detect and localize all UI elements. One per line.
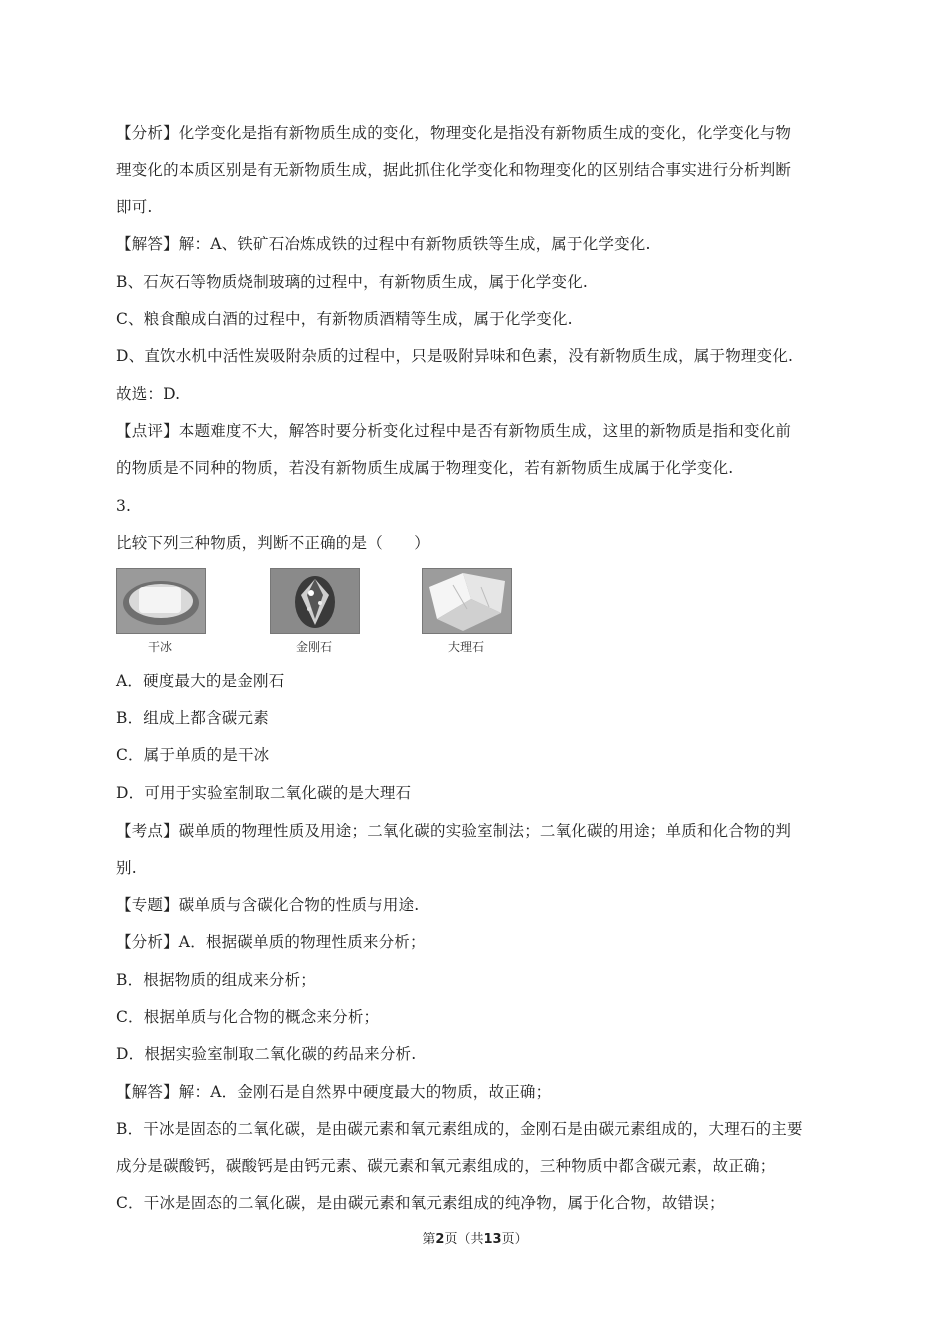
text-line: 即可.: [116, 198, 153, 216]
text-line: 【解答】解：A．金刚石是自然界中硬度最大的物质，故正确；: [116, 1083, 552, 1101]
marble-image: [422, 568, 512, 634]
page-footer: [0, 1228, 950, 1247]
material-figures: [116, 566, 516, 658]
text-line: B．干冰是固态的二氧化碳，是由碳元素和氧元素组成的，金刚石是由碳元素组成的，大理石的主要: [116, 1120, 803, 1138]
option-b: B．组成上都含碳元素: [116, 709, 269, 727]
text-line: C、粮食酿成白酒的过程中，有新物质酒精等生成，属于化学变化.: [116, 310, 573, 328]
footer-total-pages: 13: [483, 1232, 502, 1247]
text-line: 【分析】A．根据碳单质的物理性质来分析；: [116, 933, 426, 951]
text-line: D．根据实验室制取二氧化碳的药品来分析.: [116, 1045, 417, 1063]
footer-prefix: 第: [422, 1232, 436, 1247]
text-line: C．干冰是固态的二氧化碳，是由碳元素和氧元素组成的纯净物，属于化合物，故错误；: [116, 1194, 725, 1212]
figure-caption: 干冰: [147, 640, 172, 654]
footer-mid: 页（共: [444, 1232, 484, 1247]
text-line: 【分析】化学变化是指有新物质生成的变化，物理变化是指没有新物质生成的变化，化学变化与物: [116, 124, 792, 142]
text-line: 【点评】本题难度不大，解答时要分析变化过程中是否有新物质生成，这里的新物质是指和变化前: [116, 422, 792, 440]
text-line: 别.: [116, 859, 137, 877]
figure-caption: 大理石: [447, 640, 484, 654]
question-stem: 比较下列三种物质，判断不正确的是（ ）: [116, 534, 431, 552]
text-line: 【专题】碳单质与含碳化合物的性质与用途.: [116, 896, 420, 914]
text-line: 成分是碳酸钙，碳酸钙是由钙元素、碳元素和氧元素组成的，三种物质中都含碳元素，故正确；: [116, 1157, 776, 1175]
figure-dry-ice: [116, 566, 206, 656]
text-line: B．根据物质的组成来分析；: [116, 971, 316, 989]
option-d: D．可用于实验室制取二氧化碳的是大理石: [116, 784, 412, 802]
figure-marble: [422, 566, 512, 656]
text-line: B、石灰石等物质烧制玻璃的过程中，有新物质生成，属于化学变化.: [116, 273, 589, 291]
text-line: 的物质是不同种的物质，若没有新物质生成属于物理变化，若有新物质生成属于化学变化.: [116, 459, 734, 477]
dry-ice-image: [116, 568, 206, 634]
footer-page-number: 2: [435, 1232, 445, 1247]
figure-caption: 金刚石: [295, 640, 332, 654]
text-line: 【解答】解：A、铁矿石冶炼成铁的过程中有新物质铁等生成，属于化学变化.: [116, 235, 651, 253]
option-c: C．属于单质的是干冰: [116, 746, 270, 764]
footer-suffix: 页）: [501, 1232, 528, 1247]
text-line: C．根据单质与化合物的概念来分析；: [116, 1008, 380, 1026]
option-a: A．硬度最大的是金刚石: [116, 672, 285, 690]
figure-diamond: [270, 566, 360, 656]
question-number: 3.: [116, 497, 132, 515]
diamond-image: [270, 568, 360, 634]
text-line: 【考点】碳单质的物理性质及用途；二氧化碳的实验室制法；二氧化碳的用途；单质和化合物的判: [116, 822, 792, 840]
text-line: D、直饮水机中活性炭吸附杂质的过程中，只是吸附异味和色素，没有新物质生成，属于物理变化.: [116, 347, 794, 365]
text-line: 理变化的本质区别是有无新物质生成，据此抓住化学变化和物理变化的区别结合事实进行分析判断: [116, 161, 792, 179]
text-line: 故选：D.: [116, 385, 181, 403]
